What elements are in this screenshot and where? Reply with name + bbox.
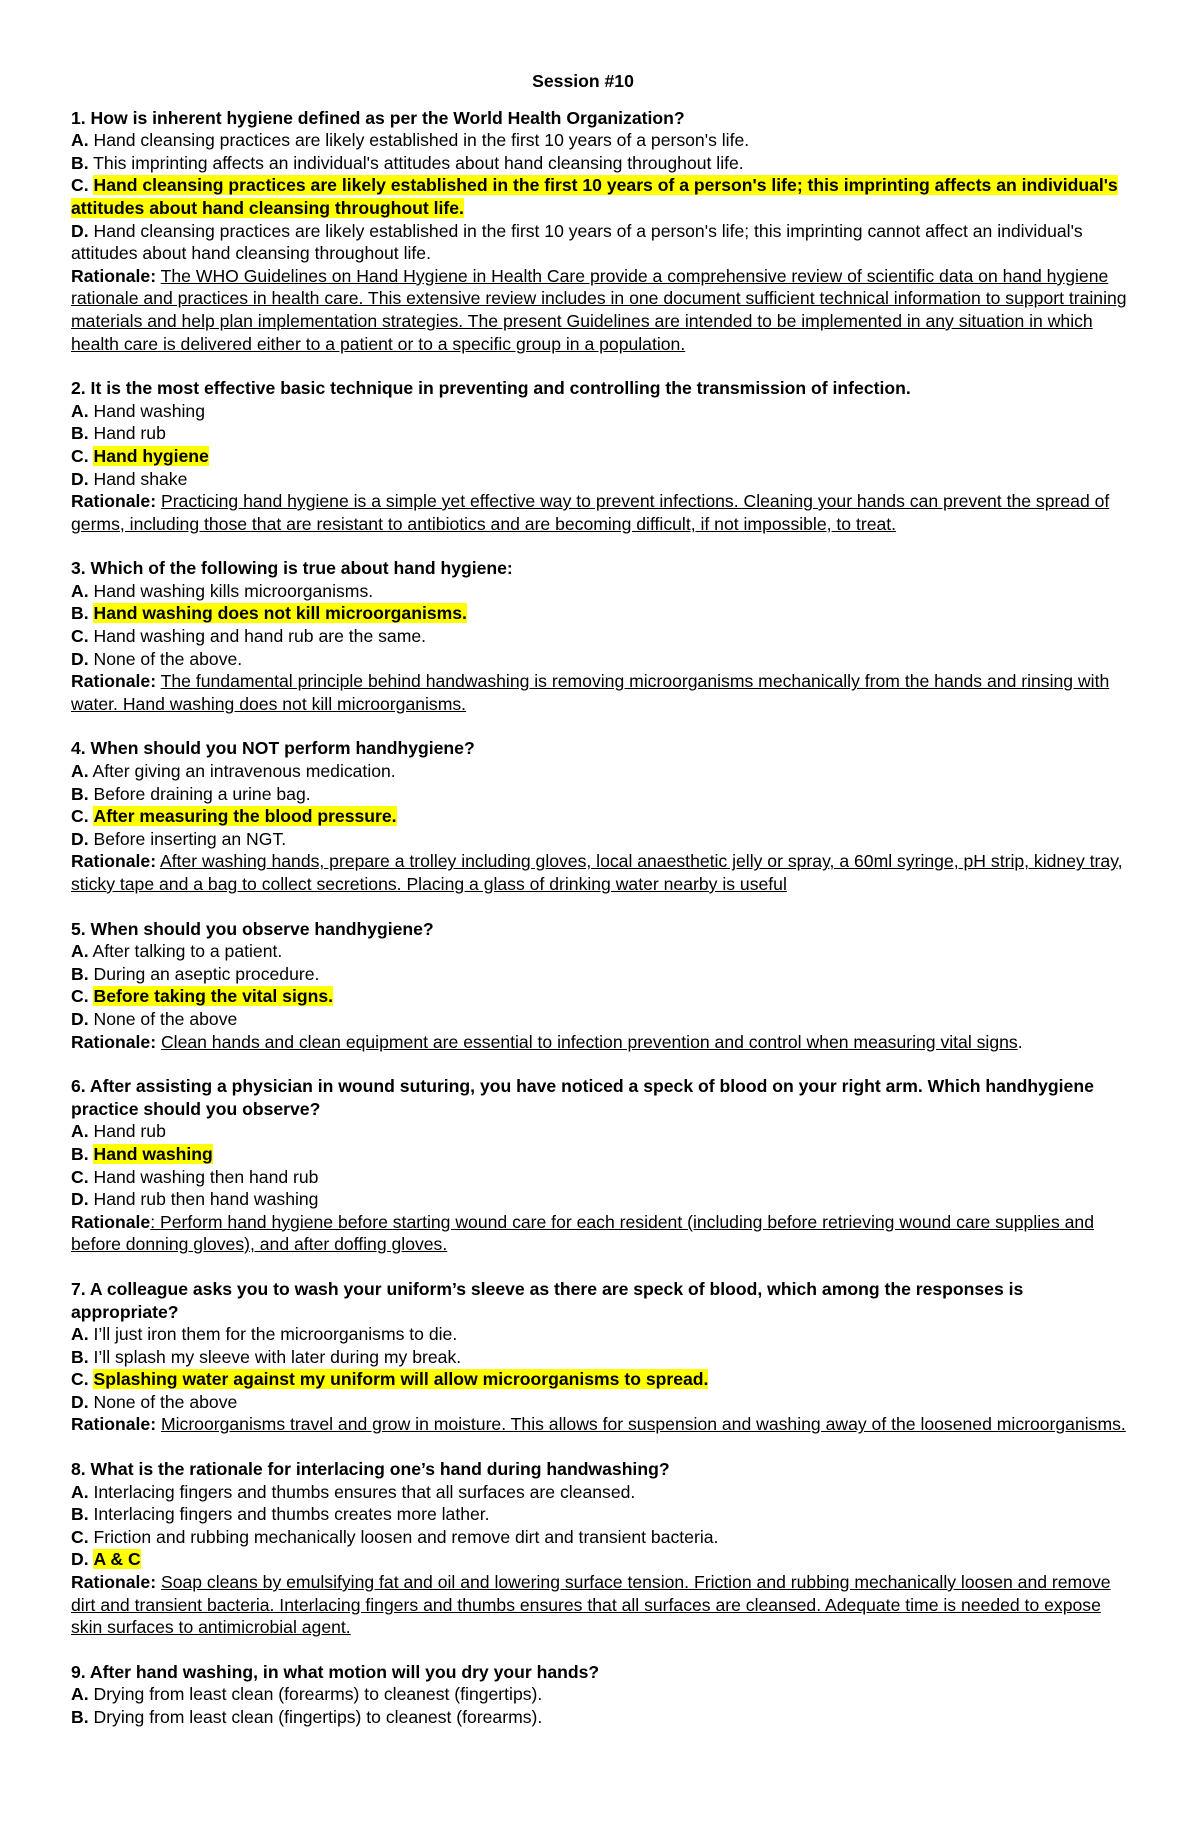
option-text: Hand shake [93, 468, 188, 489]
option-line [71, 828, 1131, 851]
correct-answer: Hand cleansing practices are likely established in the first 10 years of a person's life; this imprinting affects an individual's attitudes about hand cleansing throughout life. [71, 175, 1118, 218]
rationale-text: The WHO Guidelines on Hand Hygiene in Health Care provide a comprehensive review of scientific data on hand hygiene rationale and practices in health care. This extensive review includes in one document sufficient technical information to support training materials and help plan implementation strategies. The present Guidelines are intended to be implemented in any situation in which health care is delivered either to a patient or to a specific group in a population. [71, 265, 1127, 354]
rationale [71, 670, 1131, 715]
question-list [71, 107, 1131, 1729]
rationale-text: Microorganisms travel and grow in moisture. This allows for suspension and washing away of the loosened microorganisms. [160, 1414, 1126, 1435]
option-letter: C. [71, 1526, 89, 1547]
rationale-text: Soap cleans by emulsifying fat and oil and lowering surface tension. Friction and rubbing mechanically loosen and remove dirt and transient bacteria. Interlacing fingers and thumbs ensures that all surfaces are cleansed. Adequate time is needed to expose skin surfaces to antimicrobial agent. [71, 1572, 1111, 1638]
option-line [71, 152, 1131, 175]
option-line [71, 220, 1131, 265]
option-text: This imprinting affects an individual's attitudes about hand cleansing throughout life. [93, 152, 744, 173]
option-text: None of the above. [93, 648, 243, 669]
option-letter: C. [71, 806, 89, 827]
option-line [71, 580, 1131, 603]
option-text: None of the above [93, 1008, 238, 1029]
option-line [71, 400, 1131, 423]
question-block [71, 737, 1131, 895]
rationale [71, 1571, 1131, 1639]
rationale-label: Rationale: [71, 491, 157, 512]
session-title: Session #10 [532, 71, 634, 91]
correct-answer: After measuring the blood pressure. [93, 806, 397, 827]
option-letter: B. [71, 1346, 89, 1367]
option-line [71, 1503, 1131, 1526]
option-letter: C. [71, 1166, 89, 1187]
option-line [71, 783, 1131, 806]
option-letter: C. [71, 445, 89, 466]
rationale [71, 850, 1131, 895]
rationale-text: Clean hands and clean equipment are essential to infection prevention and control when measuring vital signs [160, 1031, 1018, 1052]
option-letter: A. [71, 941, 89, 962]
option-line [71, 963, 1131, 986]
option-text: Hand washing and hand rub are the same. [93, 626, 427, 647]
question-text: 5. When should you observe handhygiene? [71, 918, 434, 939]
rationale-label: Rationale: [71, 265, 157, 286]
option-letter: D. [71, 468, 89, 489]
rationale-label: Rationale: [71, 1572, 157, 1593]
option-letter: D. [71, 1391, 89, 1412]
correct-answer: Hand washing does not kill microorganisms. [93, 603, 467, 624]
option-line [71, 174, 1131, 219]
question-text: 9. After hand washing, in what motion will you dry your hands? [71, 1661, 600, 1682]
option-text: Hand washing then hand rub [93, 1166, 319, 1187]
option-text: Hand rub then hand washing [93, 1189, 319, 1210]
correct-answer: Hand hygiene [93, 445, 209, 466]
option-letter: A. [71, 1684, 89, 1705]
option-letter: B. [71, 1143, 89, 1164]
question-block [71, 1278, 1131, 1436]
question-text: 7. A colleague asks you to wash your uniform’s sleeve as there are speck of blood, which among the responses is appropriate? [71, 1278, 1024, 1322]
rationale [71, 1413, 1131, 1436]
option-letter: B. [71, 1504, 89, 1525]
question-block [71, 377, 1131, 535]
option-letter: B. [71, 783, 89, 804]
option-line [71, 1481, 1131, 1504]
question-block [71, 1661, 1131, 1729]
option-text: Hand rub [93, 423, 166, 444]
rationale-text: The fundamental principle behind handwashing is removing microorganisms mechanically from the hands and rinsing with water. Hand washing does not kill microorganisms. [71, 671, 1110, 714]
correct-answer: Before taking the vital signs. [93, 986, 334, 1007]
option-line [71, 1391, 1131, 1414]
rationale [71, 490, 1131, 535]
question-text: 3. Which of the following is true about hand hygiene: [71, 558, 513, 579]
option-text: Drying from least clean (forearms) to cleanest (fingertips). [93, 1684, 543, 1705]
question-block [71, 107, 1131, 356]
option-line [71, 602, 1131, 625]
option-line [71, 805, 1131, 828]
option-letter: C. [71, 626, 89, 647]
option-line [71, 1120, 1131, 1143]
option-line [71, 422, 1131, 445]
question-block [71, 557, 1131, 715]
option-letter: D. [71, 1549, 89, 1570]
option-text: Hand washing kills microorganisms. [93, 580, 374, 601]
rationale [71, 265, 1131, 355]
option-line [71, 1008, 1131, 1031]
option-line [71, 1706, 1131, 1729]
option-letter: C. [71, 1369, 89, 1390]
option-text: Before draining a urine bag. [93, 783, 311, 804]
option-text: During an aseptic procedure. [93, 963, 320, 984]
question-text: 4. When should you NOT perform handhygiene? [71, 738, 475, 759]
correct-answer: A & C [93, 1549, 141, 1570]
option-letter: B. [71, 1707, 89, 1727]
option-line [71, 129, 1131, 152]
rationale-text: After washing hands, prepare a trolley including gloves, local anaesthetic jelly or spray, a 60ml syringe, pH strip, kidney tray, sticky tape and a bag to collect secretions. Placing a glass of drinking water nearby is useful [71, 851, 1123, 894]
option-letter: A. [71, 1481, 89, 1502]
question-text: 2. It is the most effective basic technique in preventing and controlling the transmission of infection. [71, 378, 911, 399]
option-text: Hand cleansing practices are likely established in the first 10 years of a person's life. [93, 130, 750, 151]
rationale-text: : Perform hand hygiene before starting wound care for each resident (including before retrieving wound care supplies and before donning gloves), and after doffing gloves. [71, 1211, 1094, 1255]
option-text: Hand rub [93, 1121, 166, 1142]
option-text: Before inserting an NGT. [93, 828, 287, 849]
option-line [71, 1323, 1131, 1346]
option-text: Friction and rubbing mechanically loosen and remove dirt and transient bacteria. [93, 1526, 719, 1547]
option-text: None of the above [93, 1391, 238, 1412]
option-line [71, 1683, 1131, 1706]
option-letter: D. [71, 828, 89, 849]
question-block [71, 1458, 1131, 1639]
option-text: Interlacing fingers and thumbs ensures that all surfaces are cleansed. [93, 1481, 636, 1502]
rationale-label: Rationale: [71, 1414, 157, 1435]
option-line [71, 760, 1131, 783]
option-letter: C. [71, 986, 89, 1007]
question-block [71, 1075, 1131, 1256]
question-text: 6. After assisting a physician in wound suturing, you have noticed a speck of blood on your right arm. Which handhygiene practice should you observe? [71, 1076, 1094, 1119]
option-line [71, 625, 1131, 648]
option-letter: A. [71, 761, 89, 782]
document-page [71, 0, 1131, 1751]
option-text: After giving an intravenous medication. [92, 761, 396, 782]
option-line [71, 940, 1131, 963]
question-text: 1. How is inherent hygiene defined as per the World Health Organization? [71, 107, 685, 128]
option-line [71, 1143, 1131, 1166]
option-text: Hand cleansing practices are likely established in the first 10 years of a person's life; this imprinting cannot affect an individual's attitudes about hand cleansing throughout life. [71, 220, 1083, 264]
option-text: After talking to a patient. [92, 941, 283, 962]
rationale-label: Rationale: [71, 851, 157, 872]
rationale-suffix: . [1017, 1031, 1023, 1052]
rationale-label: Rationale [71, 1211, 151, 1232]
rationale-label: Rationale: [71, 671, 157, 692]
rationale-text: Practicing hand hygiene is a simple yet effective way to prevent infections. Cleaning your hands can prevent the spread of germs, including those that are resistant to antibiotics and are becoming difficult, if not impossible, to treat. [71, 491, 1110, 534]
option-letter: D. [71, 1008, 89, 1029]
option-line [71, 1368, 1131, 1391]
option-letter: D. [71, 648, 89, 669]
option-letter: D. [71, 1189, 89, 1210]
question-block [71, 918, 1131, 1054]
option-text: Interlacing fingers and thumbs creates more lather. [93, 1504, 490, 1525]
option-line [71, 648, 1131, 671]
option-line [71, 1548, 1131, 1571]
option-letter: A. [71, 580, 89, 601]
option-letter: B. [71, 963, 89, 984]
option-letter: B. [71, 423, 89, 444]
option-line [71, 1166, 1131, 1189]
option-line [71, 985, 1131, 1008]
option-text: Hand washing [93, 400, 205, 421]
option-letter: A. [71, 1121, 89, 1142]
option-letter: B. [71, 152, 89, 173]
option-line [71, 1188, 1131, 1211]
correct-answer: Hand washing [93, 1143, 213, 1164]
option-letter: A. [71, 1324, 89, 1345]
correct-answer: Splashing water against my uniform will allow microorganisms to spread. [93, 1369, 709, 1390]
option-letter: A. [71, 130, 89, 151]
option-letter: D. [71, 220, 89, 241]
option-text: I’ll splash my sleeve with later during my break. [93, 1346, 462, 1367]
option-text: I’ll just iron them for the microorganisms to die. [93, 1324, 458, 1345]
question-text: 8. What is the rationale for interlacing one’s hand during handwashing? [71, 1459, 670, 1480]
rationale [71, 1031, 1131, 1054]
option-line [71, 468, 1131, 491]
option-text: Drying from least clean (fingertips) to cleanest (forearms). [93, 1707, 543, 1727]
rationale-label: Rationale: [71, 1031, 157, 1052]
option-line [71, 1526, 1131, 1549]
option-letter: B. [71, 603, 89, 624]
option-letter: A. [71, 400, 89, 421]
option-line [71, 1346, 1131, 1369]
option-letter: C. [71, 175, 89, 196]
rationale [71, 1211, 1131, 1256]
option-line [71, 445, 1131, 468]
